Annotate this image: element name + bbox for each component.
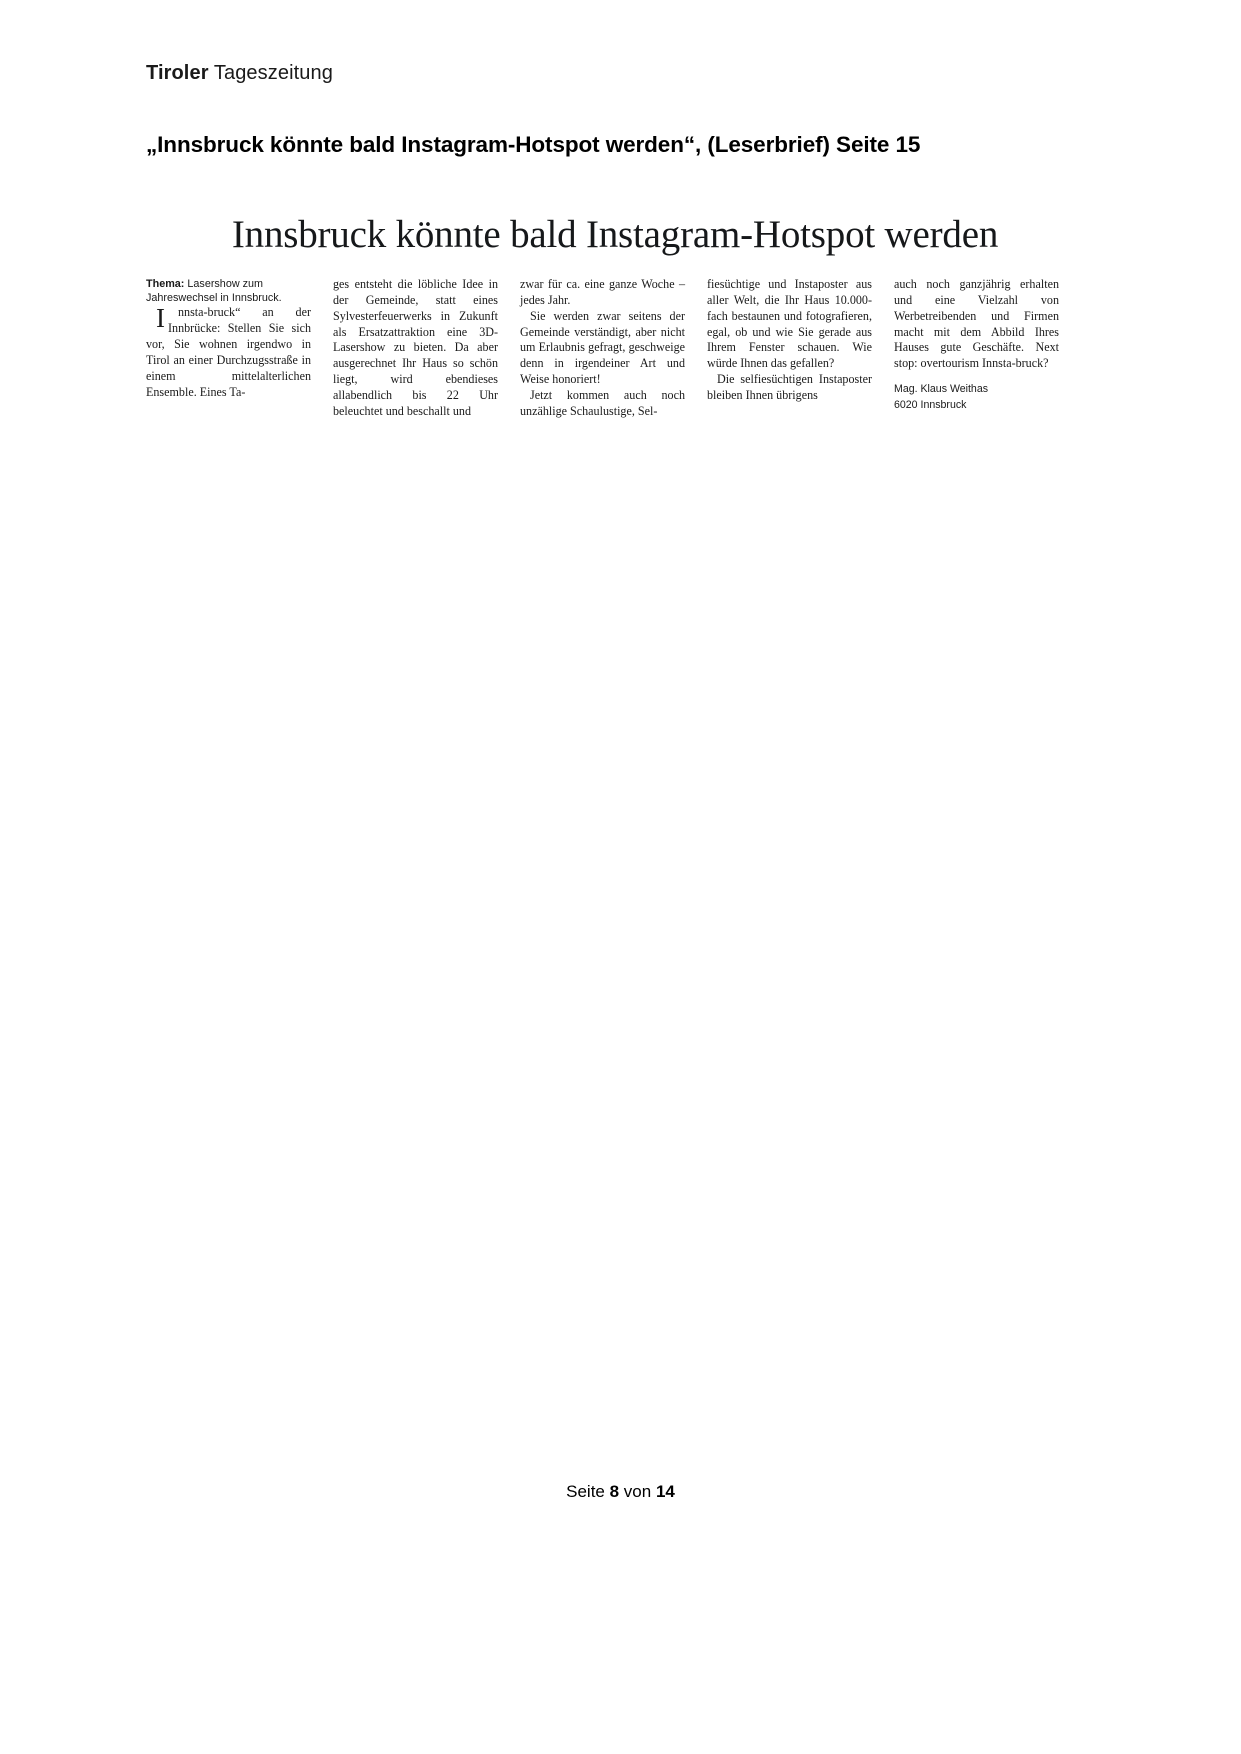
page-title: „Innsbruck könnte bald Instagram-Hotspot werden“, (Leserbrief) Seite 15 <box>146 132 921 157</box>
clipping-kicker-label: Thema: <box>146 277 185 290</box>
footer-page-number: 8 <box>609 1482 620 1501</box>
clipping-author-city: 6020 Innsbruck <box>894 398 967 411</box>
clipping-column-3 <box>520 277 685 421</box>
clipping-dropcap: I <box>156 302 165 333</box>
clipping-col5-paragraph-1: auch noch ganzjährig erhalten und eine Vielzahl von Werbetreibenden und Firmen macht mit dem Abbild Ihres Hauses gute Geschäfte. Next stop: overtourism Innsta-bruck? <box>894 276 1059 371</box>
clipping-column-2 <box>333 277 498 421</box>
newspaper-clipping <box>146 213 1084 420</box>
clipping-column-5 <box>894 277 1059 413</box>
page-footer <box>0 1482 1241 1502</box>
footer-label-page: Seite <box>566 1482 610 1501</box>
clipping-headline: Innsbruck könnte bald Instagram-Hotspot werden <box>231 213 999 256</box>
masthead <box>146 62 333 85</box>
masthead-brand-bold: Tiroler <box>146 62 209 84</box>
clipping-author-name: Mag. Klaus Weithas <box>894 383 989 396</box>
clipping-col3-paragraph-2: Sie werden zwar seitens der Gemeinde verständigt, aber nicht um Erlaubnis gefragt, geschweige denn in irgendeiner Art und Weise honoriert! <box>520 308 685 387</box>
clipping-col1-paragraph <box>146 302 311 401</box>
footer-label-of: von <box>619 1482 656 1501</box>
clipping-col4-paragraph-1: fiesüchtige und Instaposter aus aller Welt, die Ihr Haus 10.000-fach bestaunen und fotografieren, egal, ob und wie Sie gerade aus Ihrem Fenster schauen. Wie würde Ihnen das gefallen? <box>707 276 872 371</box>
clipping-kicker <box>146 277 311 305</box>
clipping-kicker-text: Lasershow zum Jahreswechsel in Innsbruck. <box>146 277 282 304</box>
clipping-column-1 <box>146 277 311 401</box>
clipping-signature <box>894 382 1059 413</box>
clipping-col3-paragraph-3: Jetzt kommen auch noch unzählige Schaulustige, Sel- <box>520 388 685 419</box>
clipping-col3-paragraph-1: zwar für ca. eine ganze Woche – jedes Jahr. <box>520 276 685 307</box>
footer-total-pages: 14 <box>655 1482 675 1501</box>
clipping-columns <box>146 277 1084 421</box>
clipping-column-4 <box>707 277 872 405</box>
clipping-col2-text: ges entsteht die löbliche Idee in der Gemeinde, statt eines Sylvesterfeuerwerks in Zukunft als Ersatzattraktion eine 3D-Lasershow zu bieten. Da aber ausgerechnet Ihr Haus so schön liegt, wird ebendieses allabendlich bis 22 Uhr beleuchtet und beschallt und <box>333 276 498 419</box>
clipping-col1-text: nnsta-bruck“ an der Innbrücke: Stellen Sie sich vor, Sie wohnen irgendwo in Tirol an einer Durchzugsstraße in einem mittelalterlichen Ensemble. Eines Ta- <box>146 304 311 399</box>
masthead-brand-light: Tageszeitung <box>208 62 333 84</box>
clipping-col4-paragraph-2: Die selfiesüchtigen Instaposter bleiben Ihnen übrigens <box>707 372 872 403</box>
